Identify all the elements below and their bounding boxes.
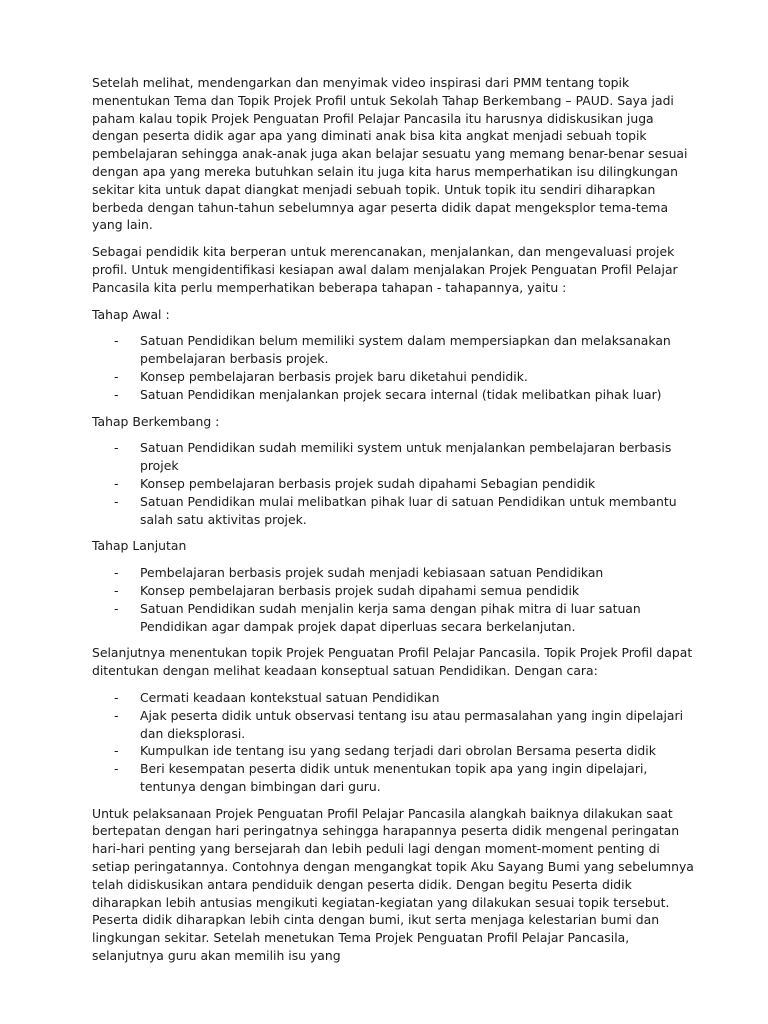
bullet-dash: - [114,440,119,456]
list-item-text: Beri kesempatan peserta didik untuk menentukan topik apa yang ingin dipelajari, tentunya dengan bimbingan dari guru. [140,761,648,794]
bullet-dash: - [114,333,119,349]
list-item [92,689,698,707]
list-item-text: Konsep pembelajaran berbasis projek baru diketahui pendidik. [140,368,528,384]
list-item [92,332,698,368]
list-item-text: Satuan Pendidikan menjalankan projek secara internal (tidak melibatkan pihak luar) [140,386,662,402]
closing-paragraph: Untuk pelaksanaan Projek Penguatan Profil Pelajar Pancasila alangkah baiknya dilakukan saat bertepatan dengan hari peringatnya sehingga harapannya peserta didik mengenal peringatan hari-hari penting yang bersejarah dan lebih peduli lagi dengan moment-moment penting di setiap peringatannya. Contohnya dengan mengangkat topik Aku Sayang Bumi yang sebelumnya telah didiskusikan antara pendiduik dengan peserta didik. Dengan begitu Peserta didik diharapkan lebih antusias mengikuti kegiatan-kegiatan yang dilakukan sesuai topik tersebut. Peserta didik diharapkan lebih cinta dengan bumi, ikut serta menjaga kelestarian bumi dan lingkungan sekitar. Setelah menetukan Tema Projek Penguatan Profil Pelajar Pancasila, selanjutnya guru akan memilih isu yang [92,805,694,964]
bullet-dash: - [114,582,119,598]
list-item [92,368,698,386]
list-item-text: Pembelajaran berbasis projek sudah menjadi kebiasaan satuan Pendidikan [140,565,604,581]
list-item-text: Konsep pembelajaran berbasis projek sudah dipahami semua pendidik [140,582,580,598]
list-item [92,760,698,796]
tahap-awal-list [92,332,698,403]
list-item [92,564,698,582]
list-item [92,600,698,636]
list-item-text: Cermati keadaan kontekstual satuan Pendidikan [140,689,440,705]
list-item [92,475,698,493]
tahap-berkembang-heading: Tahap Berkembang : [92,413,220,429]
list-item-text: Satuan Pendidikan sudah menjalin kerja sama dengan pihak mitra di luar satuan Pendidikan agar dampak projek dapat diperluas secara berkelanjutan. [140,600,641,634]
bullet-dash: - [114,475,119,491]
bullet-dash: - [114,689,119,705]
list-item-text: Ajak peserta didik untuk observasi tentang isu atau permasalahan yang ingin dipelajari dan dieksplorasi. [140,707,684,741]
list-item [92,493,698,529]
tahap-berkembang-list [92,439,698,528]
tahap-lanjutan-heading: Tahap Lanjutan [92,538,187,554]
list-item-text: Kumpulkan ide tentang isu yang sedang terjadi dari obrolan Bersama peserta didik [140,743,656,759]
list-item-text: Satuan Pendidikan sudah memiliki system untuk menjalankan pembelajaran berbasis projek [140,440,672,474]
topik-intro-paragraph: Selanjutnya menentukan topik Projek Penguatan Profil Pelajar Pancasila. Topik Projek Profil dapat ditentukan dengan melihat keadaan konseptual satuan Pendidikan. Dengan cara: [92,645,693,679]
bullet-dash: - [114,386,119,402]
list-item-text: Satuan Pendidikan mulai melibatkan pihak luar di satuan Pendidikan untuk membantu salah satu aktivitas projek. [140,493,677,527]
bullet-dash: - [114,707,119,723]
list-item [92,386,698,404]
list-item [92,742,698,760]
topik-list [92,689,698,796]
bullet-dash: - [114,368,119,384]
list-item-text: Konsep pembelajaran berbasis projek sudah dipahami Sebagian pendidik [140,475,596,491]
intro-paragraph-2: Sebagai pendidik kita berperan untuk merencanakan, menjalankan, dan mengevaluasi projek profil. Untuk mengidentifikasi kesiapan awal dalam menjalakan Projek Penguatan Profil Pelajar Pancasila kita perlu memperhatikan beberapa tahapan - tahapannya, yaitu : [92,244,678,295]
list-item-text: Satuan Pendidikan belum memiliki system dalam mempersiapkan dan melaksanakan pembelajaran berbasis projek. [140,333,671,367]
bullet-dash: - [114,600,119,616]
bullet-dash: - [114,493,119,509]
bullet-dash: - [114,743,119,759]
tahap-lanjutan-list [92,564,698,635]
list-item [92,707,698,743]
bullet-dash: - [114,565,119,581]
bullet-dash: - [114,761,119,777]
list-item [92,439,698,475]
tahap-awal-heading: Tahap Awal : [92,306,170,322]
list-item [92,582,698,600]
intro-paragraph-1: Setelah melihat, mendengarkan dan menyimak video inspirasi dari PMM tentang topik menentukan Tema dan Topik Projek Profil untuk Sekolah Tahap Berkembang – PAUD. Saya jadi paham kalau topik Projek Penguatan Profil Pelajar Pancasila itu harusnya didiskusikan juga dengan peserta didik agar apa yang diminati anak bisa kita angkat menjadi sebuah topik pembelajaran sehingga anak-anak juga akan belajar sesuatu yang memang benar-benar sesuai dengan apa yang mereka butuhkan selain itu juga kita harus memperhatikan isu dilingkungan sekitar kita untuk dapat diangkat menjadi sebuah topik. Untuk topik itu sendiri diharapkan berbeda dengan tahun-tahun sebelumnya agar peserta didik dapat mengeksplor tema-tema yang lain. [92,75,688,233]
